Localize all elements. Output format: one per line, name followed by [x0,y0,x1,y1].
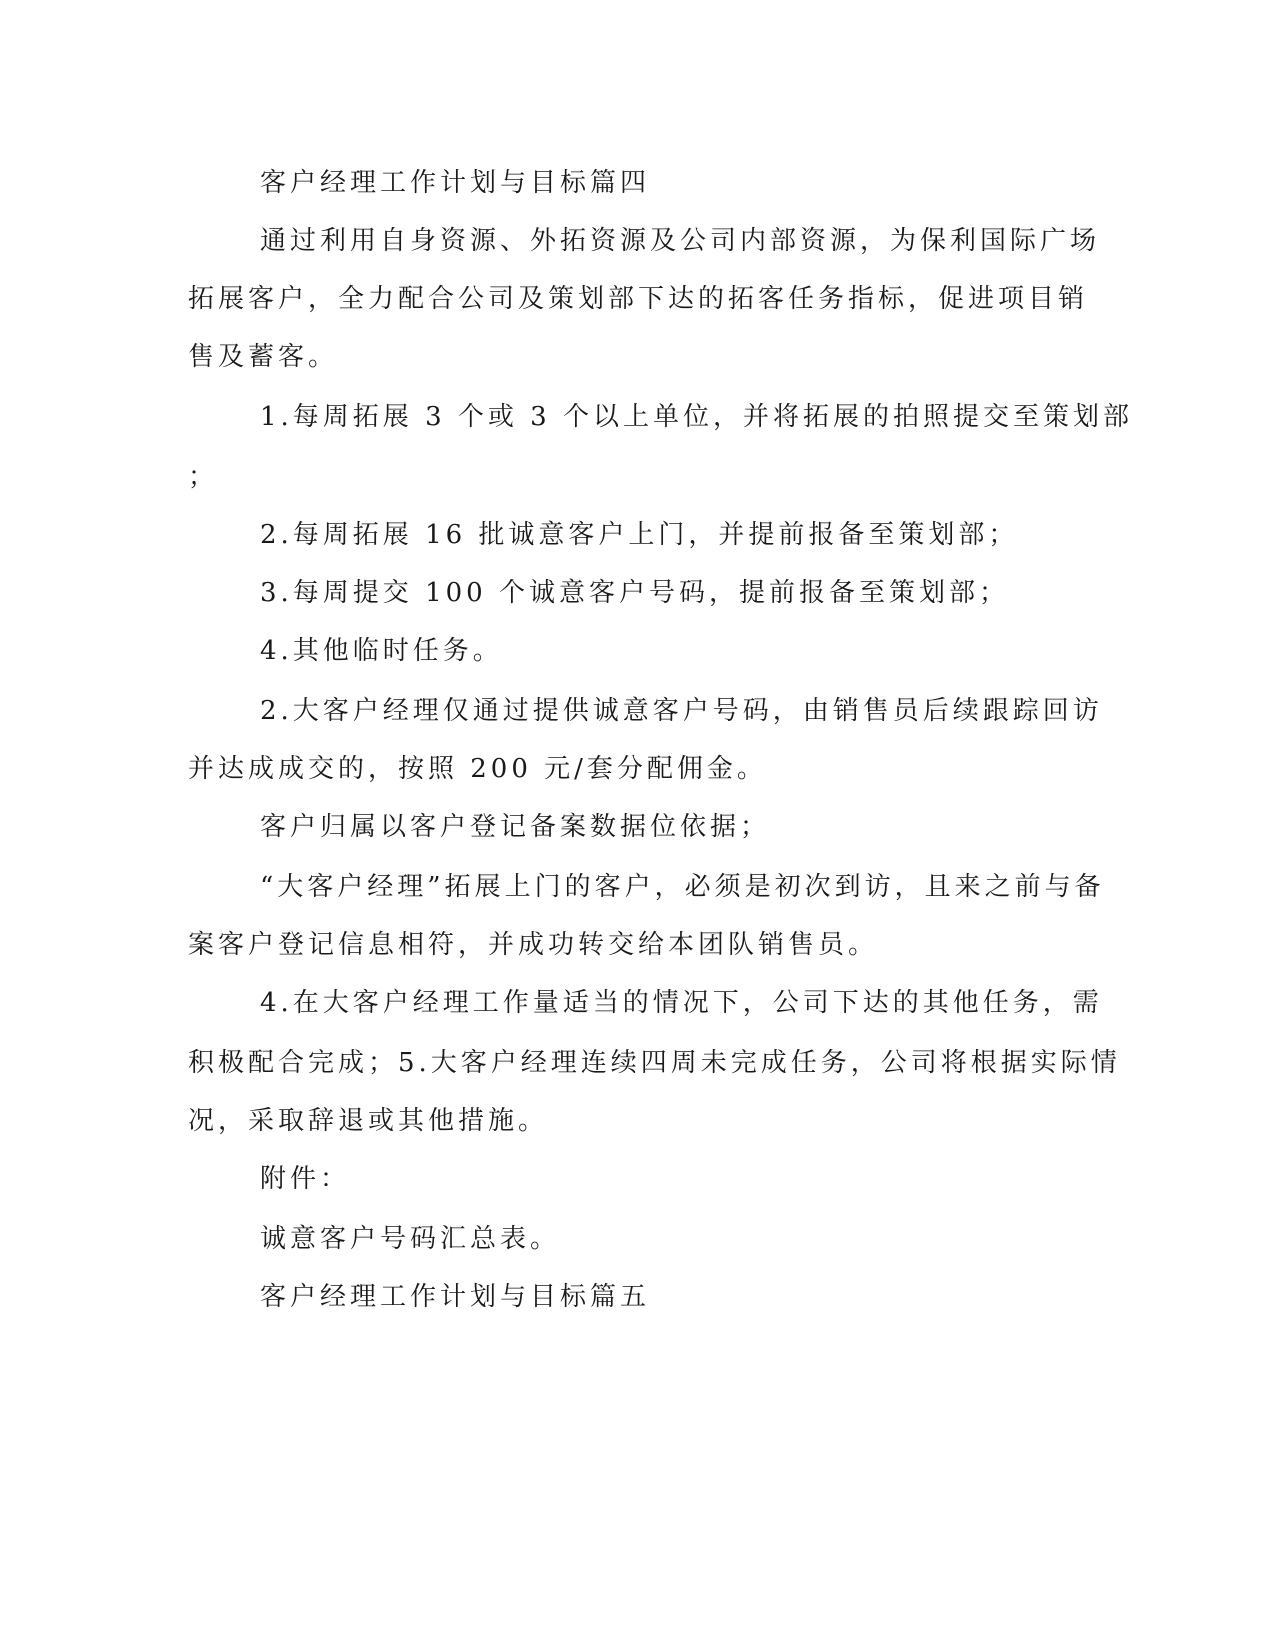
paragraph-line: 客户归属以客户登记备案数据位依据； [260,812,771,842]
list-item: 4.其他临时任务。 [260,636,503,666]
paragraph-line: 拓展客户，全力配合公司及策划部下达的拓客任务指标，促进项目销 [188,284,1089,314]
paragraph-line: 并达成成交的，按照 200 元/套分配佣金。 [188,754,767,784]
list-item: 3.每周提交 100 个诚意客户号码，提前报备至策划部； [260,578,1009,608]
section-heading-5: 客户经理工作计划与目标篇五 [260,1282,651,1312]
list-item: 2.大客户经理仅通过提供诚意客户号码，由销售员后续跟踪回访 [260,696,1103,726]
attachment-item: 诚意客户号码汇总表。 [260,1224,561,1254]
paragraph-line: ； [188,462,219,492]
attachment-label: 附件： [260,1164,351,1194]
paragraph-line: “大客户经理”拓展上门的客户，必须是初次到访，且来之前与备 [260,872,1105,902]
paragraph-line: 通过利用自身资源、外拓资源及公司内部资源，为保利国际广场 [260,226,1101,256]
paragraph-line: 积极配合完成；5.大客户经理连续四周未完成任务，公司将根据实际情 [188,1048,1121,1078]
list-item: 2.每周拓展 16 批诚意客户上门，并提前报备至策划部； [260,520,1019,550]
list-item: 1.每周拓展 3 个或 3 个以上单位，并将拓展的拍照提交至策划部 [260,402,1133,432]
paragraph-line: 况，采取辞退或其他措施。 [188,1106,549,1136]
section-heading-4: 客户经理工作计划与目标篇四 [260,168,651,198]
paragraph-line: 售及蓄客。 [188,342,339,372]
list-item: 4.在大客户经理工作量适当的情况下，公司下达的其他任务，需 [260,988,1103,1018]
paragraph-line: 案客户登记信息相符，并成功转交给本团队销售员。 [188,930,879,960]
